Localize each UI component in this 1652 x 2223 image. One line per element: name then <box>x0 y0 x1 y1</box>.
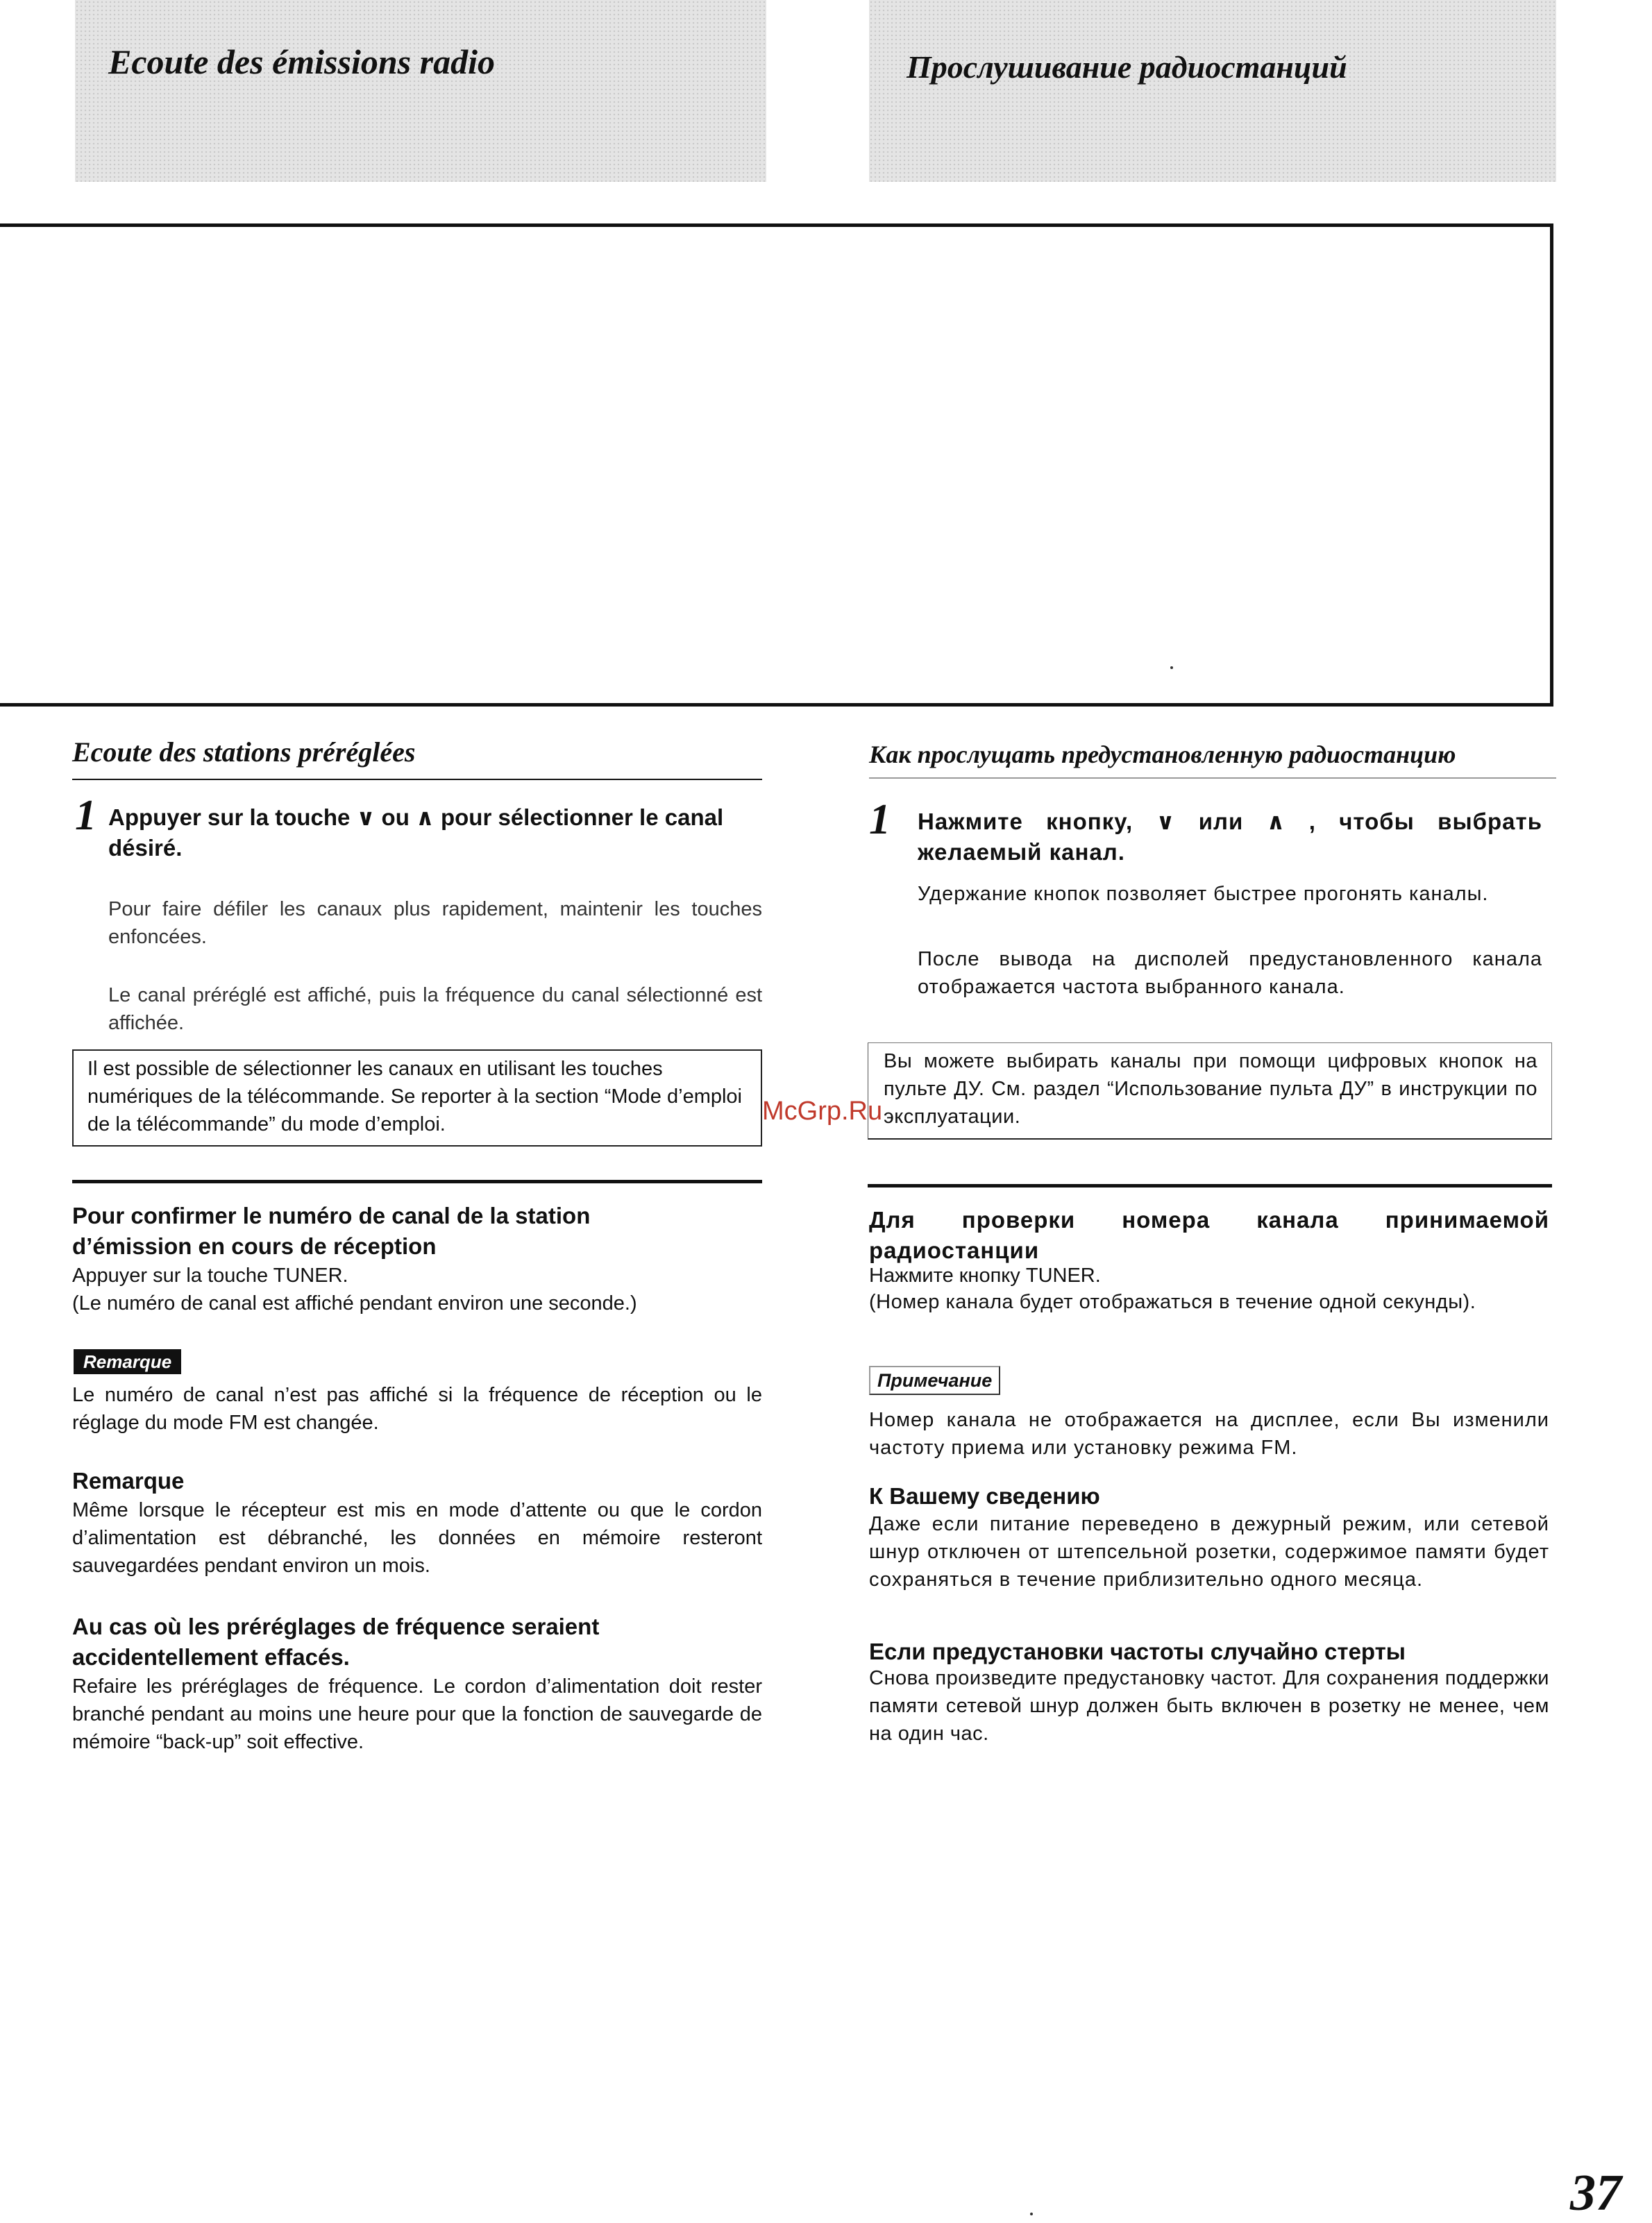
fr-remarque-heading: Remarque <box>72 1468 185 1494</box>
fr-note-box: Il est possible de sélectionner les canaux en utilisant les touches numériques de la télécommande. Se reporter à la section “Mode d’emploi de la télécommande” du mode d’emploi. <box>72 1049 762 1147</box>
fr-page-title: Ecoute des émissions radio <box>108 42 495 81</box>
ru-divider <box>868 1184 1552 1187</box>
fr-step-heading: Appuyer sur la touche ∨ ou ∧ pour sélectionner le canal désiré. <box>108 804 724 861</box>
fr-erased-heading: Au cas où les préréglages de fréquence seraient accidentellement effacés. <box>72 1614 600 1670</box>
ru-step-number: 1 <box>869 796 891 843</box>
ru-step-para2: После вывода на дисполей предустановленного канала отображается частота выбранного канала. <box>918 948 1542 998</box>
fr-remark-badge: Remarque <box>74 1349 181 1374</box>
fr-confirm-line1: Appuyer sur la touche TUNER. <box>72 1265 348 1287</box>
ru-step-heading: Нажмите кнопку, ∨ или ∧ , чтобы выбрать желаемый канал. <box>918 809 1542 865</box>
fr-step-para1: Pour faire défiler les canaux plus rapidement, maintenir les touches enfoncées. <box>108 898 762 948</box>
ru-erased-heading: Если предустановки частоты случайно стерты <box>869 1639 1406 1664</box>
illustration-frame <box>0 223 1553 707</box>
fr-confirm-line2: (Le numéro de canal est affiché pendant environ une seconde.) <box>72 1292 637 1315</box>
fr-remarque-text: Même lorsque le récepteur est mis en mode d’attente ou que le cordon d’alimentation est débranché, les données en mémoire resteront sauvegardées pendant environ un mois. <box>72 1499 762 1577</box>
ru-check-heading: Для проверки номера канала принимаемой радиостанции <box>869 1207 1549 1263</box>
fr-confirm-heading: Pour confirmer le numéro de canal de la station d’émission en cours de réception <box>72 1203 591 1259</box>
fr-header-box <box>75 0 766 182</box>
ru-info-heading: К Вашему сведению <box>869 1483 1100 1509</box>
ru-check-line2: (Номер канала будет отображаться в течение одной секунды). <box>869 1291 1476 1313</box>
fr-step-para2: Le canal préréglé est affiché, puis la fréquence du canal sélectionné est affichée. <box>108 984 762 1034</box>
ru-step-para1: Удержание кнопок позволяет быстрее прогонять каналы. <box>918 883 1489 905</box>
fr-erased-text: Refaire les préréglages de fréquence. Le cordon d’alimentation doit rester branché pendant au moins une heure pour que la fonction de sauvegarde de mémoire “back-up” soit effective. <box>72 1675 762 1753</box>
frame-dot <box>1170 666 1173 669</box>
page-number: 37 <box>1570 2165 1621 2222</box>
watermark: McGrp.Ru <box>762 1097 883 1126</box>
ru-remark-text: Номер канала не отображается на дисплее, если Вы изменили частоту приема или установку режима FM. <box>869 1409 1549 1459</box>
fr-remark-text: Le numéro de canal n’est pas affiché si la fréquence de réception ou le réglage du mode FM est changée. <box>72 1384 762 1434</box>
ru-info-text: Даже если питание переведено в дежурный режим, или сетевой шнур отключен от штепсельной розетки, содержимое памяти будет сохраняться в течение приблизительно одного месяца. <box>869 1513 1549 1591</box>
ru-remark-badge: Примечание <box>869 1366 1000 1395</box>
fr-divider <box>72 1180 762 1183</box>
ru-header-box <box>869 0 1556 182</box>
ru-check-line1: Нажмите кнопку TUNER. <box>869 1265 1101 1287</box>
fr-section-rule <box>72 779 762 780</box>
bottom-dot <box>1030 2213 1033 2215</box>
fr-step-number: 1 <box>75 792 96 839</box>
ru-section-title: Как прослущать предустановленную радиостанцию <box>869 741 1456 768</box>
ru-section-rule <box>869 777 1556 779</box>
ru-page-title: Прослушивание радиостанций <box>907 49 1347 85</box>
ru-note-box: Вы можете выбирать каналы при помощи цифровых кнопок на пульте ДУ. См. раздел “Использование пульта ДУ” в инструкции по эксплуатации. <box>868 1042 1552 1140</box>
ru-erased-text: Снова произведите предустановку частот. Для сохранения поддержки памяти сетевой шнур должен быть включен в розетку не менее, чем на один час. <box>869 1667 1549 1745</box>
fr-section-title: Ecoute des stations préréglées <box>72 736 416 768</box>
